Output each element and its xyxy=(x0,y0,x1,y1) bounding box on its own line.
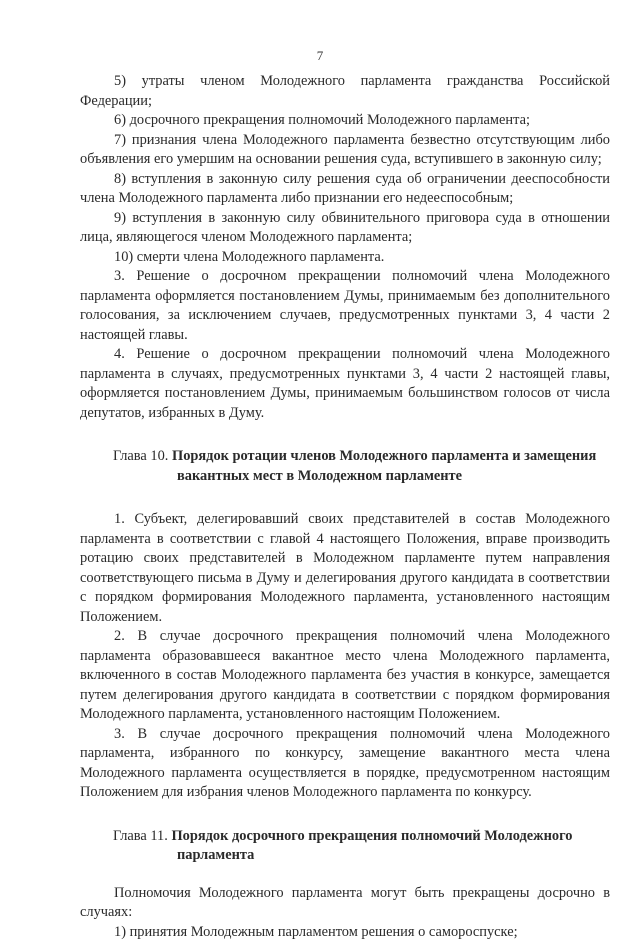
paragraph: 4. Решение о досрочном прекращении полномочий члена Молодежного парламента в случаях, предусмотренных пунктами 3, 4 части 2 настоящей главы, оформляется постановлением Думы, принимаемым большинством голосов от числа депутатов, избранных в Думу. xyxy=(80,345,610,423)
chapter-10-title-line2: вакантных мест в Молодежном парламенте xyxy=(113,467,610,487)
list-item: 5) утраты членом Молодежного парламента гражданства Российской Федерации; xyxy=(80,72,610,111)
page-number: 7 xyxy=(0,48,640,64)
list-item: 9) вступления в законную силу обвинительного приговора суда в отношении лица, являющегося членом Молодежного парламента; xyxy=(80,209,610,248)
paragraph: 1. Субъект, делегировавший своих представителей в состав Молодежного парламента в соответствии с главой 4 настоящего Положения, вправе производить ротацию своих представителей в Молодежном парламенте путем направления соответствующего письма в Думу и делегирования другого кандидата в соответствии с порядком формирования Молодежного парламента, установленного настоящим Положением. xyxy=(80,510,610,627)
chapter-10-heading xyxy=(80,447,610,486)
list-item: 6) досрочного прекращения полномочий Молодежного парламента; xyxy=(80,111,610,131)
paragraph: 2. В случае досрочного прекращения полномочий члена Молодежного парламента образовавшееся вакантное место члена Молодежного парламента, включенного в состав Молодежного парламента без участия в конкурсе, замещается путем делегирования другого кандидата в соответствии с порядком формирования Молодежного парламента, установленного настоящим Положением. xyxy=(80,627,610,725)
chapter-11-heading xyxy=(80,827,610,866)
chapter-10-number: Глава 10. xyxy=(113,448,168,464)
list-item: 1) принятия Молодежным парламентом решения о самороспуске; xyxy=(80,923,610,942)
list-item: 8) вступления в законную силу решения суда об ограничении дееспособности члена Молодежного парламента либо признании его недееспособным; xyxy=(80,170,610,209)
paragraph: 3. Решение о досрочном прекращении полномочий члена Молодежного парламента оформляется постановлением Думы, принимаемым без дополнительного голосования, за исключением случаев, предусмотренных пунктами 3, 4 части 2 настоящей главы. xyxy=(80,267,610,345)
chapter-11-number: Глава 11. xyxy=(113,828,168,844)
document-body xyxy=(80,72,610,942)
chapter-11-title-line1: Порядок досрочного прекращения полномочий Молодежного xyxy=(171,828,572,844)
list-item: 10) смерти члена Молодежного парламента. xyxy=(80,248,610,268)
chapter-11-title-line2: парламента xyxy=(113,846,610,866)
paragraph: Полномочия Молодежного парламента могут быть прекращены досрочно в случаях: xyxy=(80,884,610,923)
list-item: 7) признания члена Молодежного парламента безвестно отсутствующим либо объявления его умершим на основании решения суда, вступившего в законную силу; xyxy=(80,131,610,170)
paragraph: 3. В случае досрочного прекращения полномочий члена Молодежного парламента, избранного по конкурсу, замещение вакантного места члена Молодежного парламента осуществляется в порядке, предусмотренном настоящим Положением для избрания членов Молодежного парламента по конкурсу. xyxy=(80,725,610,803)
chapter-10-title-line1: Порядок ротации членов Молодежного парламента и замещения xyxy=(172,448,596,464)
